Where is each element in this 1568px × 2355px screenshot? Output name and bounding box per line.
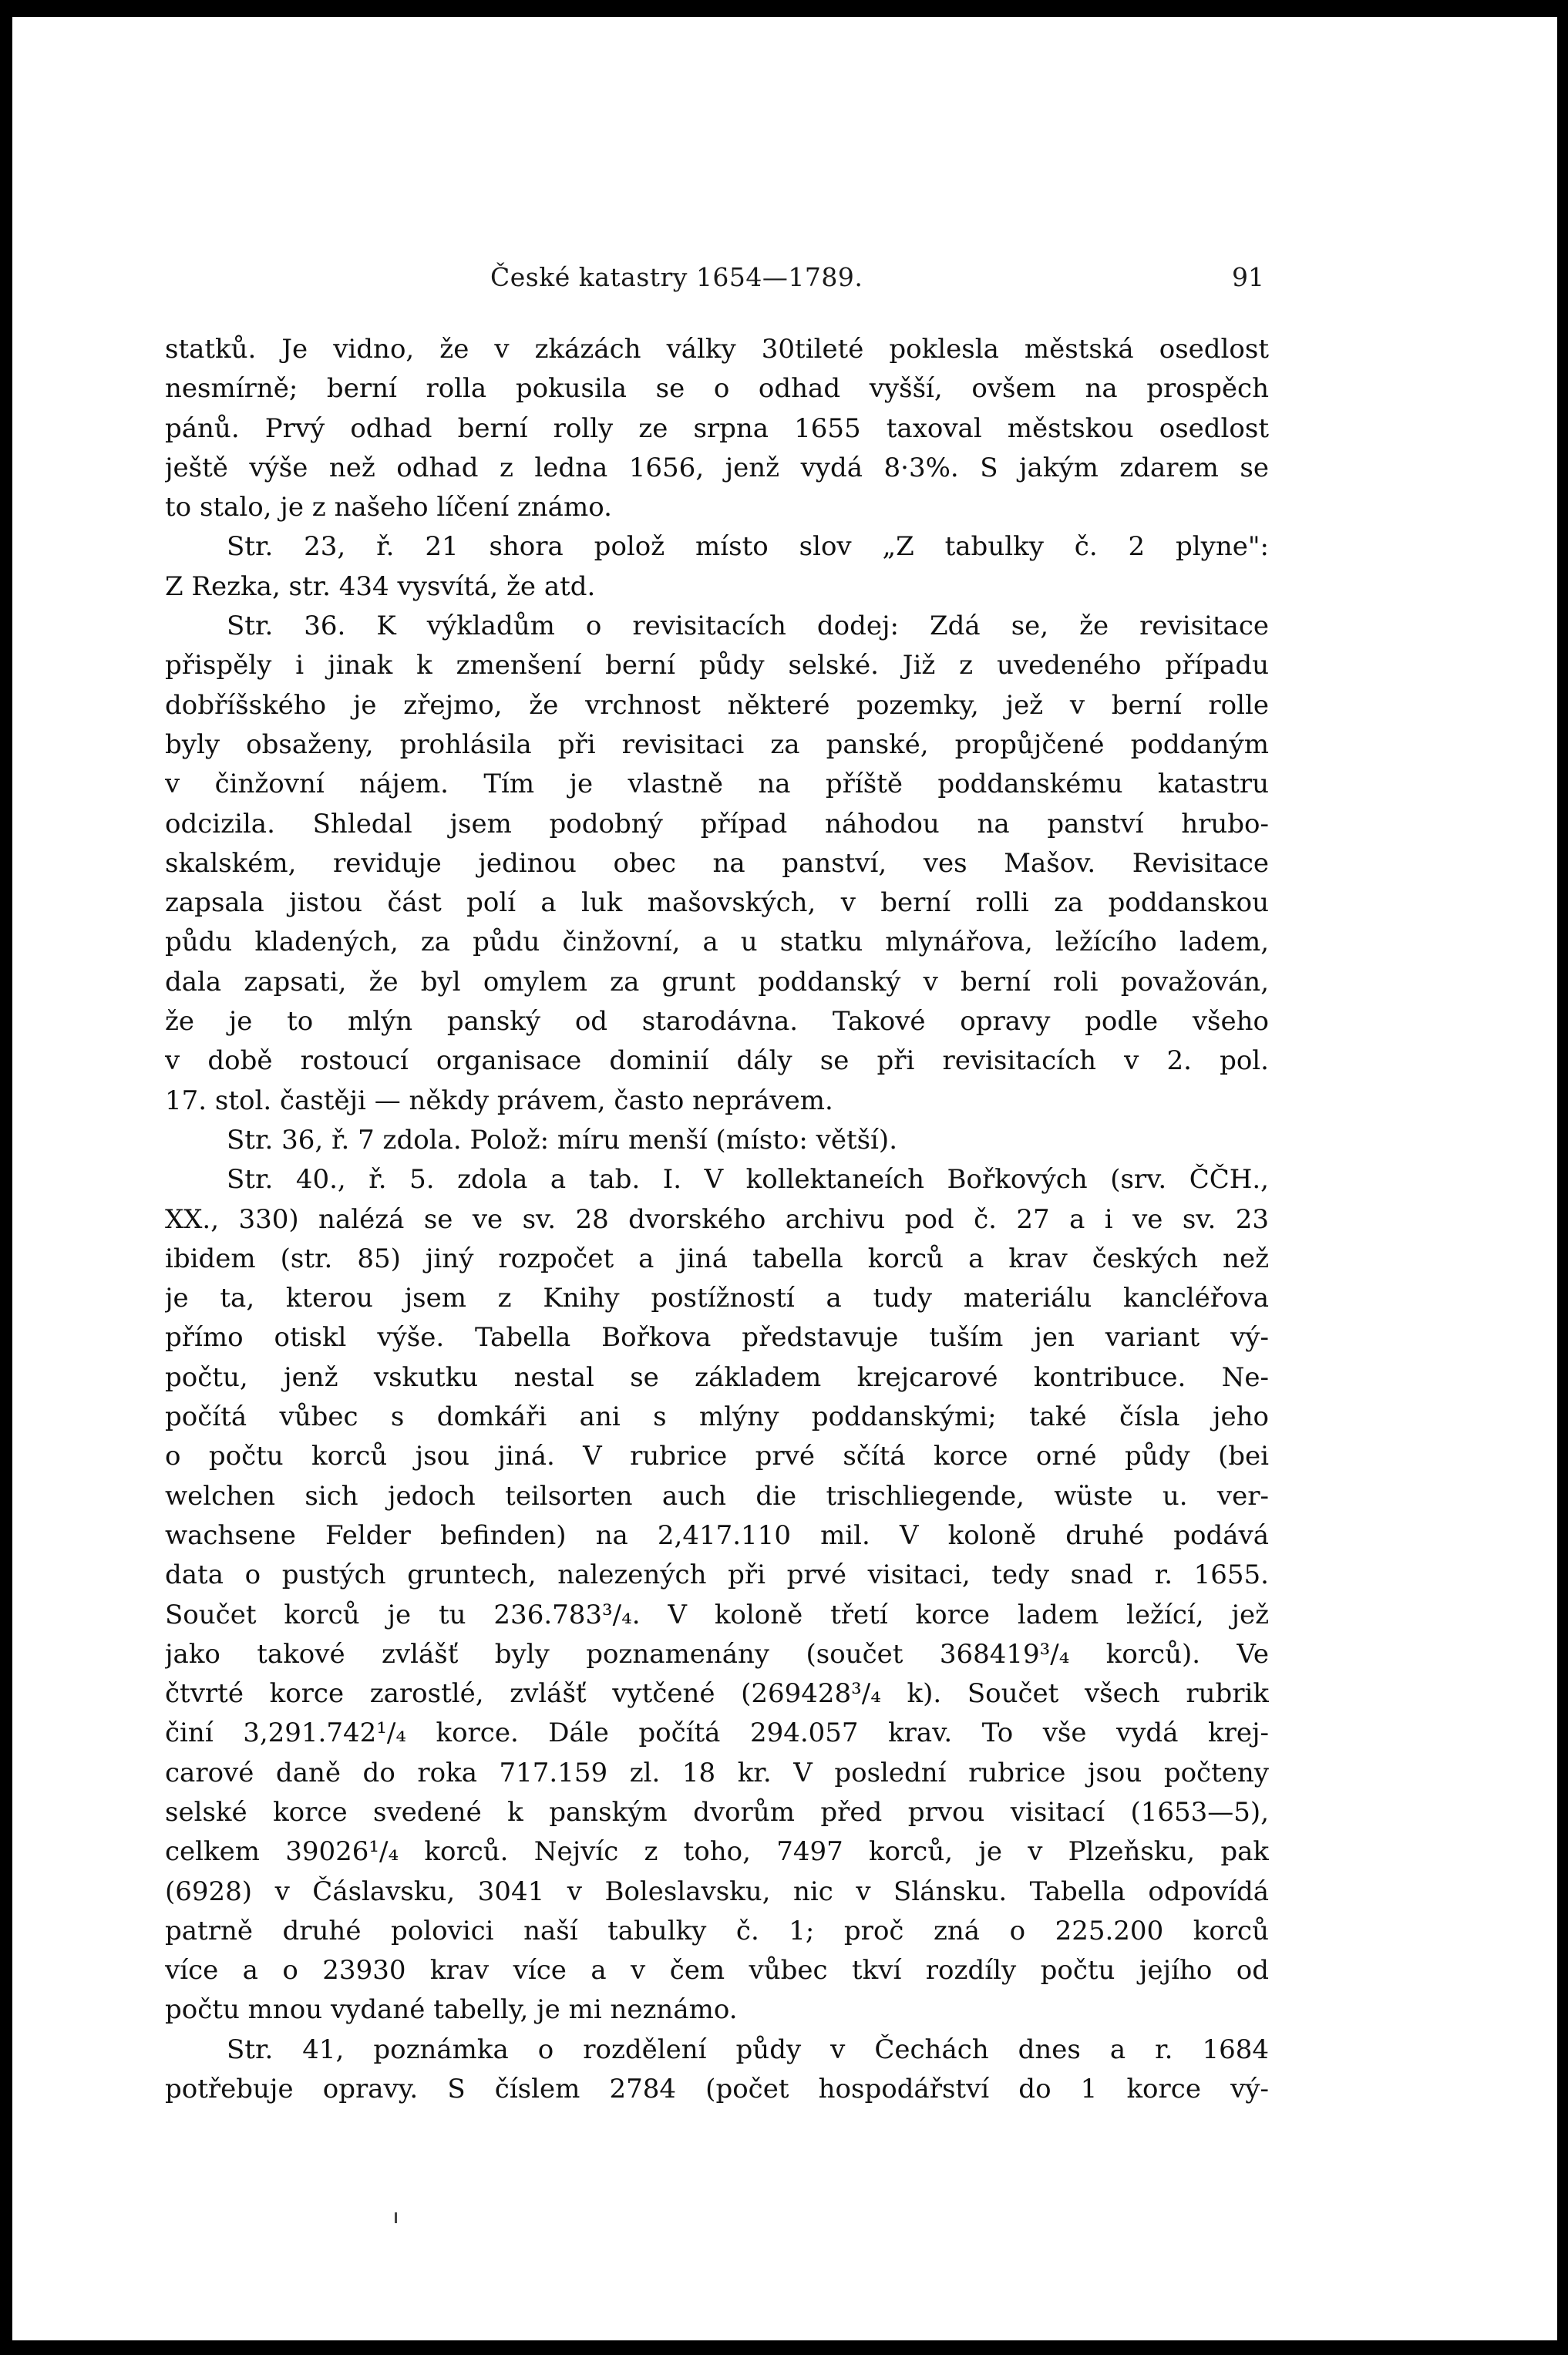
text-line: selské korce svedené k panským dvorům před prvou visitací (1653—5),	[165, 1796, 1269, 1828]
text-line: XX., 330) nalézá se ve sv. 28 dvorského archivu pod č. 27 a i ve sv. 23	[165, 1203, 1269, 1235]
text-line: ibidem (str. 85) jiný rozpočet a jiná tabella korců a krav českých než	[165, 1243, 1269, 1274]
text-line: dala zapsati, že byl omylem za grunt poddanský v berní roli považován,	[165, 966, 1269, 998]
page-number: 91	[1232, 262, 1264, 292]
text-line: statků. Je vidno, že v zkázách války 30tileté poklesla městská osedlost	[165, 334, 1269, 365]
text-line: v činžovní nájem. Tím je vlastně na příště poddanskému katastru	[165, 769, 1269, 800]
body-text	[165, 330, 1269, 2109]
text-line: patrně druhé polovici naší tabulky č. 1; proč zná o 225.200 korců	[165, 1915, 1269, 1946]
document-page	[12, 17, 1557, 2340]
text-line: počítá vůbec s domkáři ani s mlýny poddanskými; také čísla jeho	[165, 1401, 1269, 1433]
text-line: (6928) v Čáslavsku, 3041 v Boleslavsku, nic v Slánsku. Tabella odpovídá	[165, 1876, 1269, 1907]
text-line: přispěly i jinak k zmenšení berní půdy selské. Již z uvedeného případu	[165, 650, 1269, 681]
text-line: celkem 39026¹/₄ korců. Nejvíc z toho, 7497 korců, je v Plzeňsku, pak	[165, 1836, 1269, 1868]
text-line: zapsala jistou část polí a luk mašovských, v berní rolli za poddanskou	[165, 887, 1269, 919]
text-line: dobříšského je zřejmo, že vrchnost některé pozemky, jež v berní rolle	[165, 689, 1269, 721]
text-line: carové daně do roka 717.159 zl. 18 kr. V poslední rubrice jsou počteny	[165, 1757, 1269, 1788]
text-line: Z Rezka, str. 434 vysvítá, že atd.	[165, 570, 596, 602]
scan-speck	[395, 2212, 397, 2223]
text-line: počtu mnou vydané tabelly, je mi neznámo.	[165, 1994, 738, 2026]
text-line: byly obsaženy, prohlásila při revisitaci za panské, propůjčené poddaným	[165, 728, 1269, 760]
text-line: Str. 36. K výkladům o revisitacích dodej: Zdá se, že revisitace	[227, 611, 1269, 642]
text-line: jako takové zvlášť byly poznamenány (součet 368419³/₄ korců). Ve	[165, 1638, 1269, 1670]
text-line: to stalo, je z našeho líčení známo.	[165, 492, 612, 523]
text-line: data o pustých gruntech, nalezených při prvé visitaci, tedy snad r. 1655.	[165, 1559, 1269, 1591]
text-line: wachsene Felder befinden) na 2,417.110 mil. V koloně druhé podává	[165, 1519, 1269, 1551]
text-line: Str. 36, ř. 7 zdola. Polož: míru menší (místo: větší).	[227, 1124, 898, 1156]
text-line: Součet korců je tu 236.783³/₄. V koloně třetí korce ladem ležící, jež	[165, 1599, 1269, 1630]
text-line: nesmírně; berní rolla pokusila se o odhad vyšší, ovšem na prospěch	[165, 373, 1269, 405]
text-line: činí 3,291.742¹/₄ korce. Dále počítá 294.057 krav. To vše vydá krej-	[165, 1717, 1269, 1749]
text-line: Str. 40., ř. 5. zdola a tab. I. V kollektaneích Bořkových (srv. ČČH.,	[227, 1164, 1269, 1196]
text-line: Str. 41, poznámka o rozdělení půdy v Čechách dnes a r. 1684	[227, 2034, 1269, 2065]
text-line: odcizila. Shledal jsem podobný případ náhodou na panství hrubo-	[165, 808, 1269, 839]
text-line: potřebuje opravy. S číslem 2784 (počet hospodářství do 1 korce vý-	[165, 2074, 1269, 2105]
text-line: že je to mlýn panský od starodávna. Takové opravy podle všeho	[165, 1006, 1269, 1038]
text-line: je ta, kterou jsem z Knihy postížností a tudy materiálu kancléřova	[165, 1283, 1269, 1314]
text-line: počtu, jenž vskutku nestal se základem krejcarové kontribuce. Ne-	[165, 1361, 1269, 1393]
running-header: České katastry 1654—1789.	[490, 262, 863, 292]
text-line: v době rostoucí organisace dominií dály se při revisitacích v 2. pol.	[165, 1045, 1269, 1077]
text-line: více a o 23930 krav více a v čem vůbec tkví rozdíly počtu jejího od	[165, 1955, 1269, 1987]
text-line: welchen sich jedoch teilsorten auch die trischliegende, wüste u. ver-	[165, 1480, 1269, 1512]
text-line: přímo otiskl výše. Tabella Bořkova představuje tuším jen variant vý-	[165, 1322, 1269, 1354]
text-line: ještě výše než odhad z ledna 1656, jenž vydá 8·3%. S jakým zdarem se	[165, 452, 1269, 483]
text-line: čtvrté korce zarostlé, zvlášť vytčené (269428³/₄ k). Součet všech rubrik	[165, 1678, 1269, 1710]
text-line: skalském, reviduje jedinou obec na panství, ves Mašov. Revisitace	[165, 847, 1269, 879]
text-line: 17. stol. častěji — někdy právem, často neprávem.	[165, 1085, 833, 1116]
text-line: pánů. Prvý odhad berní rolly ze srpna 1655 taxoval městskou osedlost	[165, 412, 1269, 444]
text-line: o počtu korců jsou jiná. V rubrice prvé sčítá korce orné půdy (bei	[165, 1441, 1269, 1472]
text-line: půdu kladených, za půdu činžovní, a u statku mlynářova, ležícího ladem,	[165, 927, 1269, 958]
text-line: Str. 23, ř. 21 shora polož místo slov „Z tabulky č. 2 plyne":	[227, 531, 1269, 563]
